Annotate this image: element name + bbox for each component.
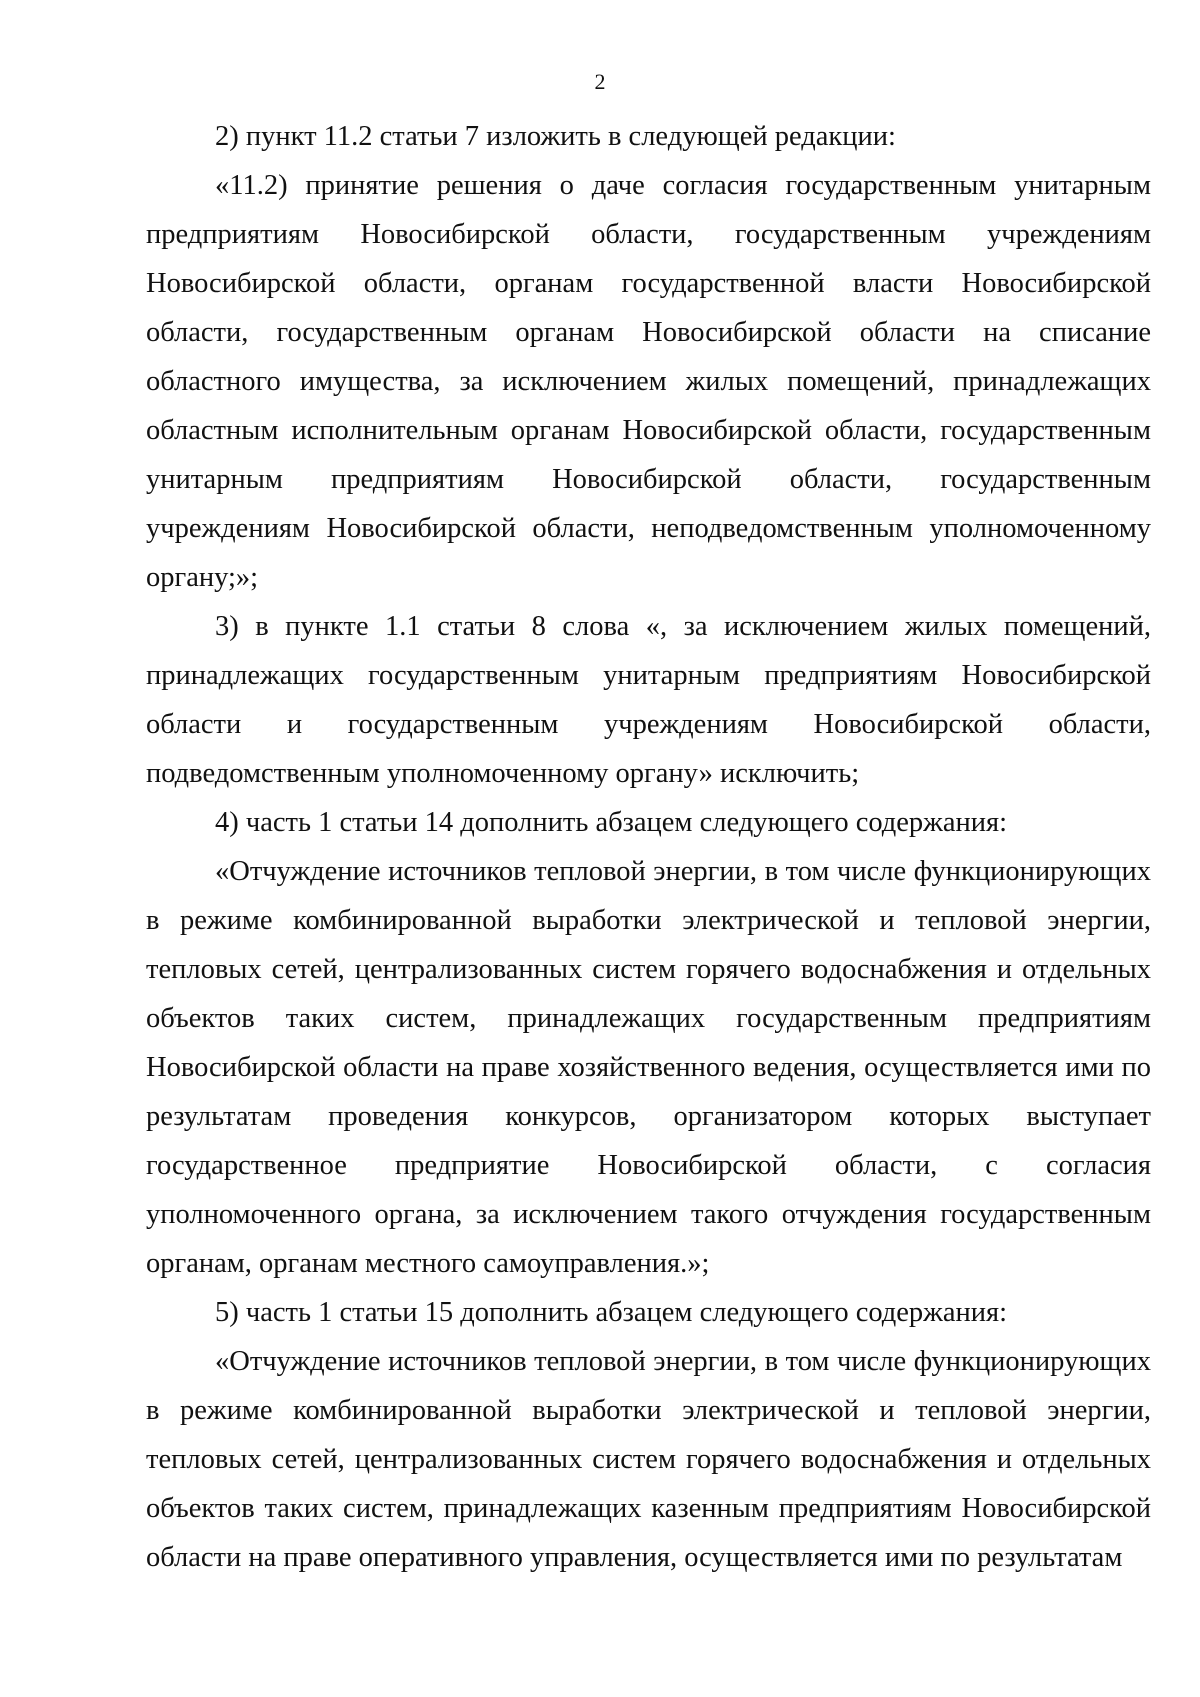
paragraph-item-4: 4) часть 1 статьи 14 дополнить абзацем следующего содержания:	[215, 807, 1008, 838]
paragraph-item-5: 5) часть 1 статьи 15 дополнить абзацем следующего содержания:	[215, 1297, 1008, 1328]
paragraph-item-11-2-text: «11.2) принятие решения о даче согласия государственным унитарным предприятиям Новосибирской области, государственным учреждениям Новосибирской области, органам государственной власти Новосибирской области, государственным органам Новосибирской области на списание областного имущества, за исключением жилых помещений, принадлежащих областным исполнительным органам Новосибирской области, государственным унитарным предприятиям Новосибирской области, государственным учреждениям Новосибирской области, неподведомственным уполномоченному органу;»;	[146, 170, 1151, 593]
page-number: 2	[594, 69, 606, 94]
document-body	[146, 112, 1151, 1582]
paragraph-item-2: 2) пункт 11.2 статьи 7 изложить в следующей редакции:	[215, 121, 896, 152]
paragraph-article-15-addition: «Отчуждение источников тепловой энергии, в том числе функционирующих в режиме комбинированной выработки электрической и тепловой энергии, тепловых сетей, централизованных систем горячего водоснабжения и отдельных объектов таких систем, принадлежащих казенным предприятиям Новосибирской области на праве оперативного управления, осуществляется ими по результатам	[146, 1346, 1151, 1573]
paragraph-article-14-addition: «Отчуждение источников тепловой энергии, в том числе функционирующих в режиме комбинированной выработки электрической и тепловой энергии, тепловых сетей, централизованных систем горячего водоснабжения и отдельных объектов таких систем, принадлежащих государственным предприятиям Новосибирской области на праве хозяйственного ведения, осуществляется ими по результатам проведения конкурсов, организатором которых выступает государственное предприятие Новосибирской области, с согласия уполномоченного органа, за исключением такого отчуждения государственным органам, органам местного самоуправления.»;	[146, 856, 1151, 1279]
paragraph-item-3: 3) в пункте 1.1 статьи 8 слова «, за исключением жилых помещений, принадлежащих государственным унитарным предприятиям Новосибирской области и государственным учреждениям Новосибирской области, подведомственным уполномоченному органу» исключить;	[146, 611, 1151, 789]
